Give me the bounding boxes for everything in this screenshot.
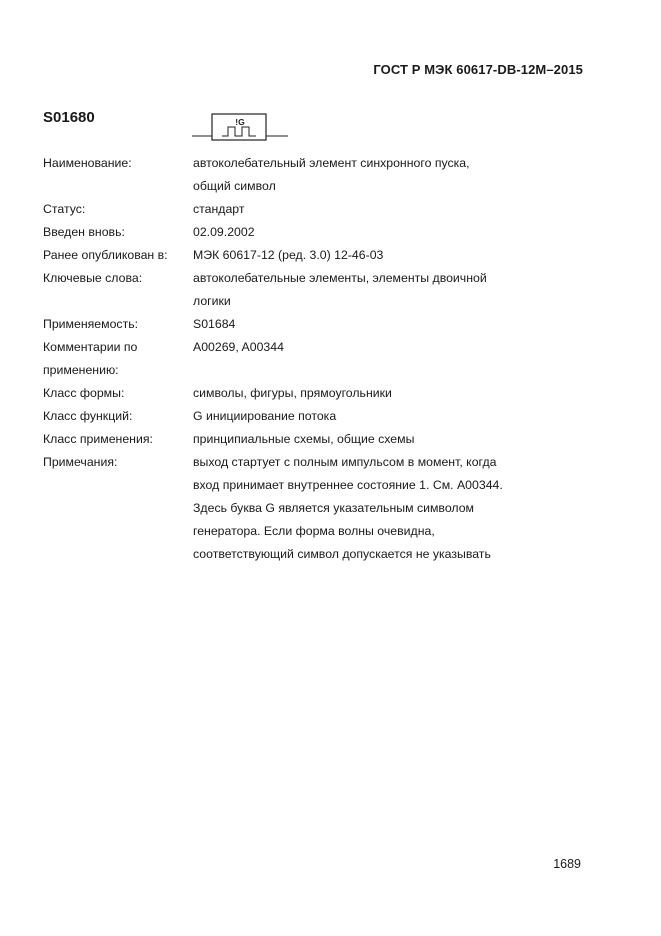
pulse-generator-symbol-icon	[192, 112, 292, 147]
attribute-row	[43, 152, 563, 198]
attribute-label-line: Класс формы:	[43, 386, 125, 400]
attribute-value-line: автоколебательные элементы, элементы двоичной	[193, 271, 487, 285]
attribute-value	[193, 336, 563, 382]
attribute-label-line: Применяемость:	[43, 317, 139, 331]
attribute-value-line: соответствующий символ допускается не указывать	[193, 547, 491, 561]
attribute-value	[193, 221, 563, 244]
attribute-value-line: S01684	[193, 317, 236, 331]
attribute-row	[43, 336, 563, 382]
attribute-value-line: стандарт	[193, 202, 245, 216]
symbol-code: S01680	[43, 109, 95, 126]
attribute-value-line: автоколебательный элемент синхронного пуска,	[193, 156, 470, 170]
attribute-value	[193, 405, 563, 428]
attribute-label	[43, 428, 193, 451]
attribute-value-line: Здесь буква G является указательным символом	[193, 501, 474, 515]
page-number: 1689	[553, 857, 581, 871]
attribute-row	[43, 198, 563, 221]
attribute-value	[193, 428, 563, 451]
attribute-row	[43, 313, 563, 336]
attribute-label-line: Класс применения:	[43, 432, 153, 446]
attribute-row	[43, 267, 563, 313]
attribute-value-line: общий символ	[193, 179, 276, 193]
attribute-label-line: Ключевые слова:	[43, 271, 143, 285]
attribute-value	[193, 244, 563, 267]
attribute-label	[43, 382, 193, 405]
attribute-value	[193, 267, 563, 313]
attribute-row	[43, 382, 563, 405]
entry-attributes	[43, 152, 563, 566]
attribute-label	[43, 336, 193, 382]
attribute-value	[193, 382, 563, 405]
attribute-value-line: МЭК 60617-12 (ред. 3.0) 12-46-03	[193, 248, 384, 262]
attribute-label	[43, 198, 193, 221]
attribute-row	[43, 221, 563, 244]
attribute-row	[43, 244, 563, 267]
attribute-value-line: логики	[193, 294, 231, 308]
attribute-label-line: Наименование:	[43, 156, 132, 170]
attribute-value-line: выход стартует с полным импульсом в момент, когда	[193, 455, 497, 469]
attribute-value	[193, 198, 563, 221]
attribute-value-line: символы, фигуры, прямоугольники	[193, 386, 392, 400]
attribute-label-line: Класс функций:	[43, 409, 133, 423]
attribute-value-line: 02.09.2002	[193, 225, 255, 239]
attribute-label-line: Ранее опубликован в:	[43, 248, 168, 262]
attribute-row	[43, 428, 563, 451]
attribute-value	[193, 152, 563, 198]
attribute-label	[43, 244, 193, 267]
attribute-value-line: генератора. Если форма волны очевидна,	[193, 524, 435, 538]
attribute-label	[43, 405, 193, 428]
attribute-value	[193, 451, 563, 566]
attribute-label-line: Статус:	[43, 202, 86, 216]
attribute-label	[43, 267, 193, 313]
symbol-letter: !G	[235, 117, 245, 127]
attribute-label-line: Комментарии по	[43, 340, 138, 354]
attribute-label	[43, 313, 193, 336]
standard-header: ГОСТ Р МЭК 60617-DB-12М–2015	[373, 62, 583, 77]
attribute-value-line: G инициирование потока	[193, 409, 337, 423]
attribute-value-line: A00269, A00344	[193, 340, 284, 354]
attribute-label-line: Примечания:	[43, 455, 118, 469]
attribute-value-line: вход принимает внутреннее состояние 1. См. A00344.	[193, 478, 503, 492]
attribute-value	[193, 313, 563, 336]
attribute-label-line: применению:	[43, 363, 119, 377]
attribute-row	[43, 405, 563, 428]
attribute-row	[43, 451, 563, 566]
attribute-label	[43, 152, 193, 198]
attribute-label	[43, 221, 193, 244]
attribute-value-line: принципиальные схемы, общие схемы	[193, 432, 415, 446]
attribute-label-line: Введен вновь:	[43, 225, 125, 239]
attribute-label	[43, 451, 193, 566]
